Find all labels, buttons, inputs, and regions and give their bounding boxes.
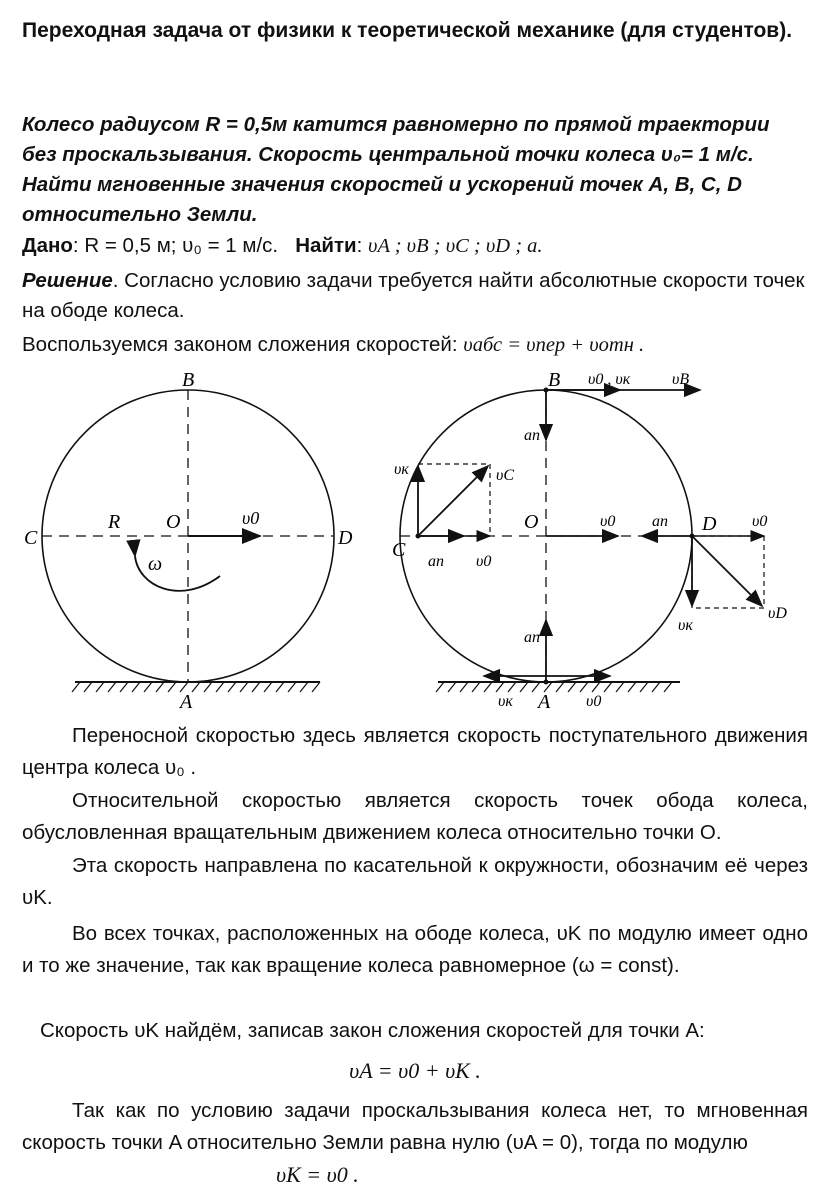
vD-arrow <box>692 536 762 606</box>
label-v0: υ0 <box>242 508 260 528</box>
label-v0-center: υ0 <box>600 513 616 530</box>
label-A: A <box>180 691 193 713</box>
label-A: A <box>538 691 551 713</box>
label-B: B <box>548 370 561 391</box>
solution-text: . Согласно условию задачи требуется найти абсолютные скорости точек на ободе колеса. <box>22 269 805 322</box>
label-D: D <box>338 527 353 549</box>
law-text: Воспользуемся законом сложения скоростей: <box>22 333 458 356</box>
solution-paragraph <box>22 266 808 326</box>
solution-label: Решение <box>22 269 113 292</box>
figure-right <box>380 370 820 715</box>
label-an-D: an <box>652 513 668 530</box>
label-O: O <box>166 511 181 533</box>
label-vC: υC <box>496 467 515 484</box>
label-an-bottom: an <box>524 629 540 646</box>
given-text: R = 0,5 м; υ₀ = 1 м/с. <box>84 234 279 257</box>
point-D-dot <box>690 534 695 539</box>
page-title: Переходная задача от физики к теоретической механике (для студентов). <box>22 19 793 42</box>
given-line: Дано: R = 0,5 м; υ₀ = 1 м/с. Найти: υA ; υB ; υC ; υD ; a. <box>22 234 543 257</box>
label-R: R <box>108 511 121 533</box>
paragraph-6: Так как по условию задачи проскальзывания колеса нет, то мгновенная скорость точки A относительно Земли равна нулю (υA = 0), тогда по модулю <box>22 1099 808 1154</box>
label-D: D <box>702 513 717 535</box>
label-O: O <box>524 511 539 533</box>
label-vD: υD <box>768 605 787 622</box>
label-v0-C: υ0 <box>476 553 492 570</box>
label-C: C <box>24 527 38 549</box>
label-vk-C: υк <box>394 461 409 478</box>
label-an-top: an <box>524 427 540 444</box>
problem-statement: Колесо радиусом R = 0,5м катится равномерно по прямой траектории без проскальзывания. Скорость центральной точки колеса υ₀= 1 м/с. Найти мгновенные значения скоростей и ускорений точек A, B, C, D относительно Земли. <box>22 113 770 226</box>
paragraph-2: Относительной скоростью является скорость точек обода колеса, обусловленная вращательным движением колеса относительно точки О. <box>22 789 808 844</box>
label-v0-D: υ0 <box>752 513 768 530</box>
find-text: υA ; υB ; υC ; υD ; a. <box>368 235 543 257</box>
ground-hatch <box>72 682 320 692</box>
vC-arrow <box>418 466 488 536</box>
point-C-dot <box>416 534 421 539</box>
label-B: B <box>182 370 195 391</box>
label-vk-A: υк <box>498 693 513 710</box>
label-omega: ω <box>148 553 163 575</box>
paragraph-3: Эта скорость направлена по касательной к окружности, обозначим её через υK. <box>22 854 808 909</box>
label-vk-D: υк <box>678 617 693 634</box>
label-C: C <box>392 539 406 561</box>
label-vB: υB <box>672 371 690 388</box>
label-v0-vk-top: υ0 , υк <box>588 371 631 388</box>
formula-point-A: υA = υ0 + υK . <box>349 1058 481 1083</box>
formula-final: υK = υ0 . <box>276 1162 359 1187</box>
figure-left <box>20 370 380 715</box>
law-line <box>22 330 808 360</box>
given-label: Дано <box>22 234 73 257</box>
law-formula: υабс = υпер + υотн . <box>463 334 645 356</box>
ground-hatch <box>436 682 672 692</box>
paragraph-1: Переносной скоростью здесь является скорость поступательного движения центра колеса υ₀ . <box>22 724 808 779</box>
find-label: Найти <box>295 234 357 257</box>
label-an-C: an <box>428 553 444 570</box>
label-v0-A: υ0 <box>586 693 602 710</box>
paragraph-4: Во всех точках, расположенных на ободе колеса, υK по модулю имеет одно и то же значение, так как вращение колеса равномерное (ω = const). <box>22 922 808 977</box>
point-A-dot <box>544 680 549 685</box>
paragraph-5: Скорость υK найдём, записав закон сложения скоростей для точки A: <box>40 1019 705 1042</box>
